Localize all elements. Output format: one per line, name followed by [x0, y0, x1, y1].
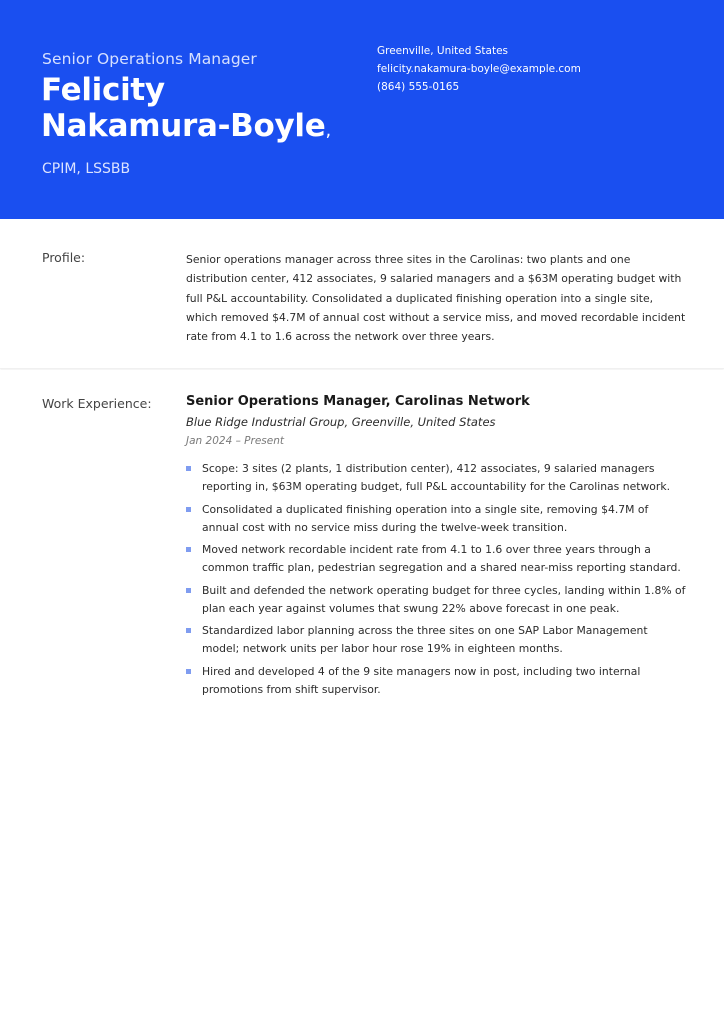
contact-phone[interactable]: (864) 555-0165	[377, 81, 460, 93]
bullet-square-icon	[186, 507, 191, 512]
header-role: Senior Operations Manager	[42, 50, 257, 68]
resume-header	[0, 0, 724, 219]
bullet-item	[186, 460, 686, 496]
bullet-square-icon	[186, 669, 191, 674]
bullet-item	[186, 541, 686, 577]
bullet-text: Consolidated a duplicated finishing operation into a single site, removing $4.7M of annual cost with no service miss during the twelve-week transition.	[202, 502, 649, 534]
section-divider	[0, 368, 724, 370]
job-company: Blue Ridge Industrial Group, Greenville, United States	[186, 415, 496, 429]
bullet-square-icon	[186, 628, 191, 633]
bullet-text: Hired and developed 4 of the 9 site managers now in post, including two internal promotions from shift supervisor.	[202, 664, 641, 696]
contact-email[interactable]: felicity.nakamura-boyle@example.com	[377, 63, 581, 75]
credentials: CPIM, LSSBB	[42, 161, 131, 177]
bullet-text: Built and defended the network operating budget for three cycles, landing within 1.8% of plan each year against volumes that swung 22% above forecast in one peak.	[202, 583, 686, 615]
job-bullets	[186, 460, 686, 703]
contact-location: Greenville, United States	[377, 45, 508, 57]
candidate-name-text: Felicity Nakamura-Boyle	[41, 72, 326, 144]
job-title: Senior Operations Manager, Carolinas Network	[186, 394, 530, 409]
bullet-text: Standardized labor planning across the three sites on one SAP Labor Management model; network units per labor hour rose 19% in eighteen months.	[202, 624, 648, 655]
profile-label: Profile:	[42, 250, 86, 265]
bullet-square-icon	[186, 466, 191, 471]
experience-label: Work Experience:	[42, 396, 152, 411]
bullet-text: Moved network recordable incident rate from 4.1 to 1.6 over three years through a common traffic plan, pedestrian segregation and a shared near-miss reporting standard.	[202, 543, 681, 574]
bullet-item	[186, 582, 686, 618]
bullet-item	[186, 663, 686, 699]
bullet-item	[186, 622, 686, 658]
name-comma: ,	[325, 120, 331, 141]
candidate-name	[41, 72, 351, 149]
contact-block	[377, 42, 581, 96]
job-dates: Jan 2024 – Present	[186, 435, 284, 447]
profile-text: Senior operations manager across three sites in the Carolinas: two plants and one distribution center, 412 associates, 9 salaried managers and a $63M operating budget with full P&L accountability. Consolidated a duplicated finishing operation into a single site, which removed $4.7M of annual cost without a service miss, and moved recordable incident rate from 4.1 to 1.6 across the network over three years.	[186, 253, 686, 344]
bullet-square-icon	[186, 547, 191, 552]
bullet-item	[186, 501, 686, 537]
bullet-text: Scope: 3 sites (2 plants, 1 distribution center), 412 associates, 9 salaried managers reporting in, $63M operating budget, full P&L accountability for the Carolinas network.	[202, 462, 671, 493]
bullet-square-icon	[186, 588, 191, 593]
